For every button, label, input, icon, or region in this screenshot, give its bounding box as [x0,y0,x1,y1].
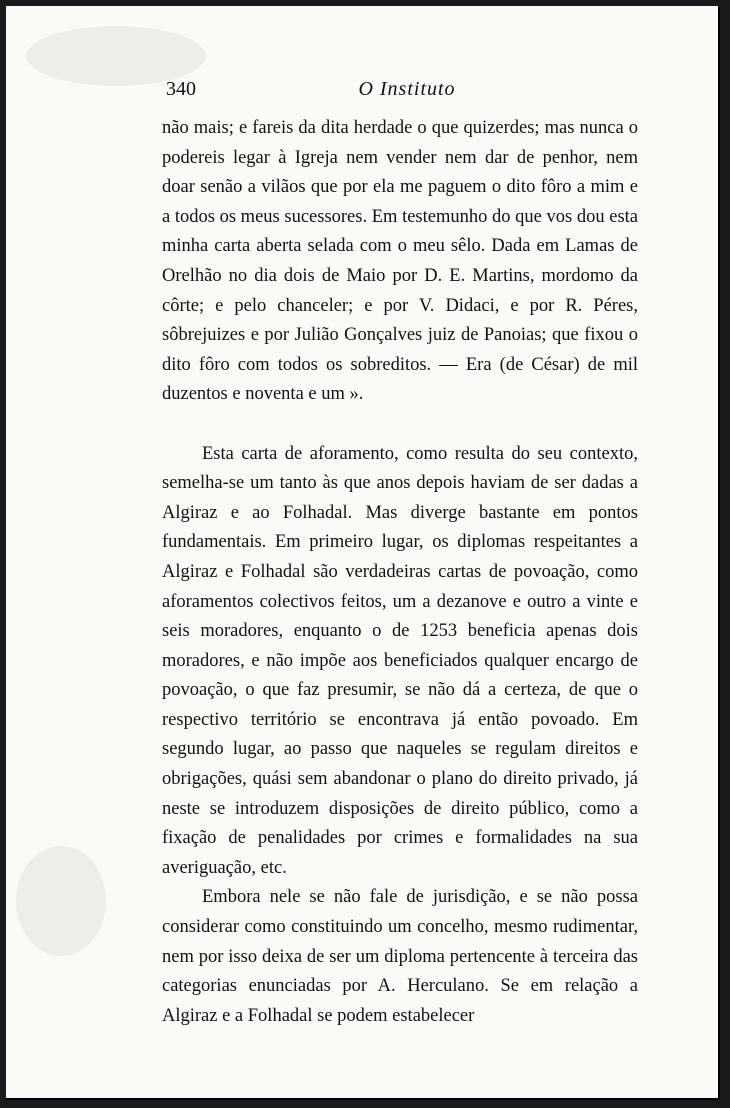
paper-smudge [26,26,206,86]
body-text [162,114,638,1031]
paper-smudge [16,846,106,956]
page-number: 340 [166,78,196,100]
paragraph: Esta carta de aforamento, como resulta do seu contexto, semelha-se um tanto às que anos depois haviam de ser dadas a Algiraz e ao Folhadal. Mas diverge bastante em pontos fundamentais. Em primeiro lugar, os diplomas respeitantes a Algiraz e Folhadal são verdadeiras cartas de povoação, como aforamentos colectivos feitos, um a dezanove e outro a vinte e seis moradores, enquanto o de 1253 beneficia apenas dois moradores, e não impõe aos beneficiados qualquer encargo de povoação, o que faz presumir, se não dá a certeza, de que o respectivo território se encontrava já então povoado. Em segundo lugar, ao passo que naqueles se regulam direitos e obrigações, quási sem abandonar o plano do direito privado, já neste se introduzem disposições de direito público, como a fixação de penalidades por crimes e formalidades na sua averiguação, etc. [162,443,638,878]
running-title: O Instituto [358,78,456,100]
page-header [166,78,648,108]
paragraph: Embora nele se não fale de jurisdição, e se não possa considerar como constituindo um concelho, mesmo rudimentar, nem por isso deixa de ser um diploma pertencente à terceira das categorias enunciadas por A. Herculano. Se em relação a Algiraz e a Folhadal se podem estabelecer [162,887,638,1026]
paragraph-continuation: não mais; e fareis da dita herdade o que quizerdes; mas nunca o podereis legar à Igreja nem vender nem dar de penhor, nem doar senão a vilãos que por ela me paguem o dito fôro a mim e a todos os meus sucessores. Em testemunho do que vos dou esta minha carta aberta selada com o meu sêlo. Dada em Lamas de Orelhão no dia dois de Maio por D. E. Martins, mordomo da côrte; e pelo chanceler; e por V. Didaci, e por R. Péres, sôbrejuizes e por Julião Gonçalves juiz de Panoias; que fixou o dito fôro com todos os sobreditos. — Era (de César) de mil duzentos e noventa e um ». [162,118,638,405]
